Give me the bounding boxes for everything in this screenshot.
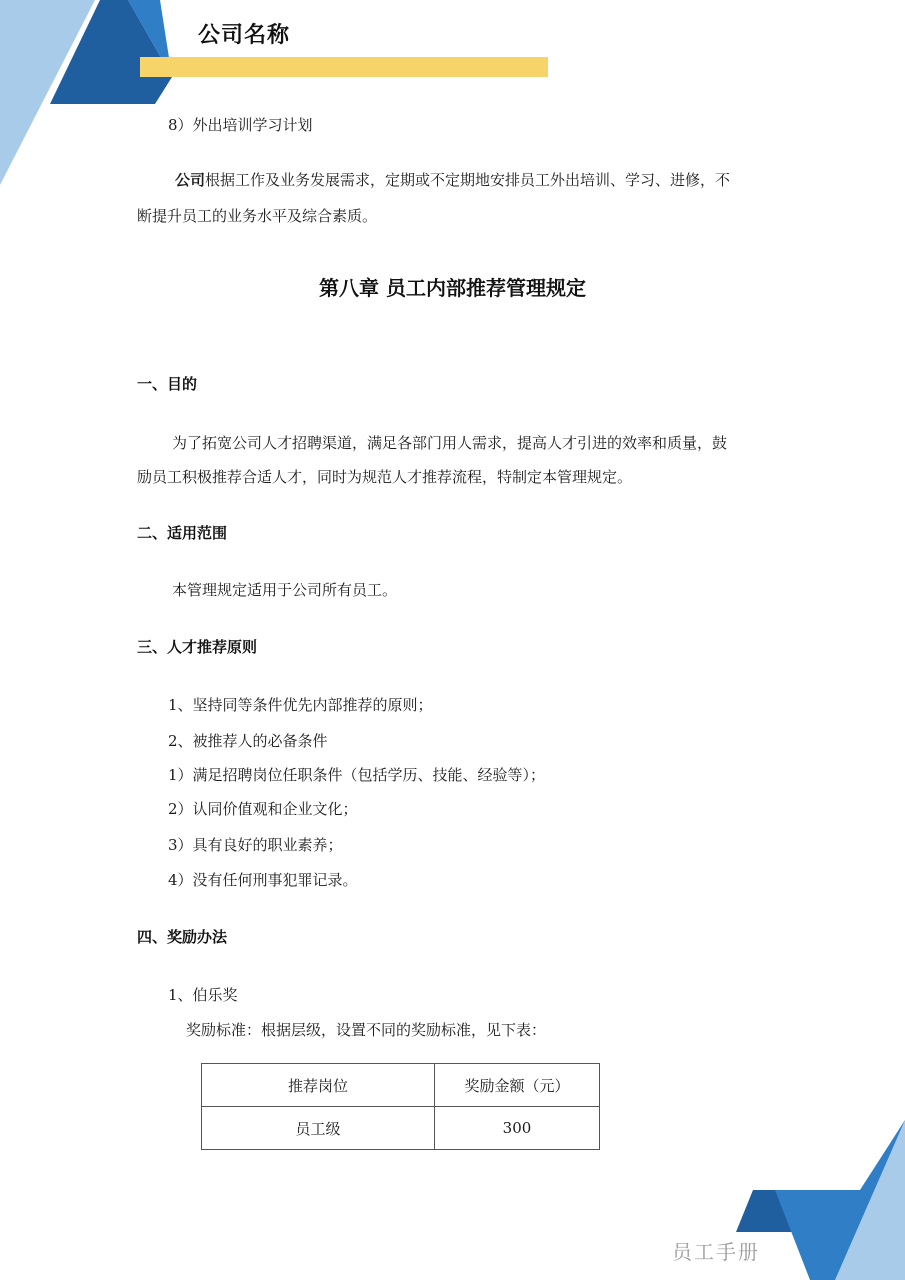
table-header-cell: 奖励金额（元） bbox=[435, 1064, 600, 1107]
principle-item: 2）认同价值观和企业文化； bbox=[168, 800, 358, 818]
header-gold-bar bbox=[140, 57, 548, 77]
principle-item: 3）具有良好的职业素养； bbox=[168, 836, 343, 854]
principle-item: 2、被推荐人的必备条件 bbox=[168, 732, 328, 750]
principle-item: 1）满足招聘岗位任职条件（包括学历、技能、经验等）； bbox=[168, 766, 546, 784]
table-cell: 300 bbox=[435, 1107, 600, 1150]
table-header-cell: 推荐岗位 bbox=[202, 1064, 435, 1107]
table-cell: 员工级 bbox=[202, 1107, 435, 1150]
principle-item: 4）没有任何刑事犯罪记录。 bbox=[168, 871, 358, 889]
intro-lead-word: 公司 bbox=[175, 171, 206, 189]
intro-line1-rest: 根据工作及业务发展需求，定期或不定期地安排员工外出培训、学习、进修，不 bbox=[205, 171, 731, 189]
item-8-outing-training: 8）外出培训学习计划 bbox=[168, 116, 313, 134]
purpose-line1: 为了拓宽公司人才招聘渠道，满足各部门用人需求，提高人才引进的效率和质量，鼓 bbox=[172, 434, 728, 452]
scope-line1: 本管理规定适用于公司所有员工。 bbox=[172, 581, 398, 599]
section-purpose-heading: 一、目的 bbox=[137, 375, 198, 393]
intro-paragraph-line1 bbox=[175, 170, 730, 190]
purpose-line2: 励员工积极推荐合适人才，同时为规范人才推荐流程，特制定本管理规定。 bbox=[137, 468, 633, 486]
chapter-title: 第八章 员工内部推荐管理规定 bbox=[319, 276, 586, 300]
table-header-row bbox=[202, 1064, 600, 1107]
reward-bole-award: 1、伯乐奖 bbox=[168, 986, 238, 1004]
section-principles-heading: 三、人才推荐原则 bbox=[137, 638, 258, 656]
intro-paragraph-line2: 断提升员工的业务水平及综合素质。 bbox=[137, 207, 378, 225]
footer-handbook-label: 员工手册 bbox=[672, 1240, 760, 1264]
reward-table bbox=[201, 1063, 600, 1150]
section-rewards-heading: 四、奖励办法 bbox=[137, 928, 228, 946]
table-row bbox=[202, 1107, 600, 1150]
principle-item: 1、坚持同等条件优先内部推荐的原则； bbox=[168, 696, 433, 714]
section-scope-heading: 二、适用范围 bbox=[137, 524, 228, 542]
reward-standard-text: 奖励标准：根据层级，设置不同的奖励标准，见下表： bbox=[186, 1021, 547, 1039]
company-name: 公司名称 bbox=[198, 23, 291, 48]
